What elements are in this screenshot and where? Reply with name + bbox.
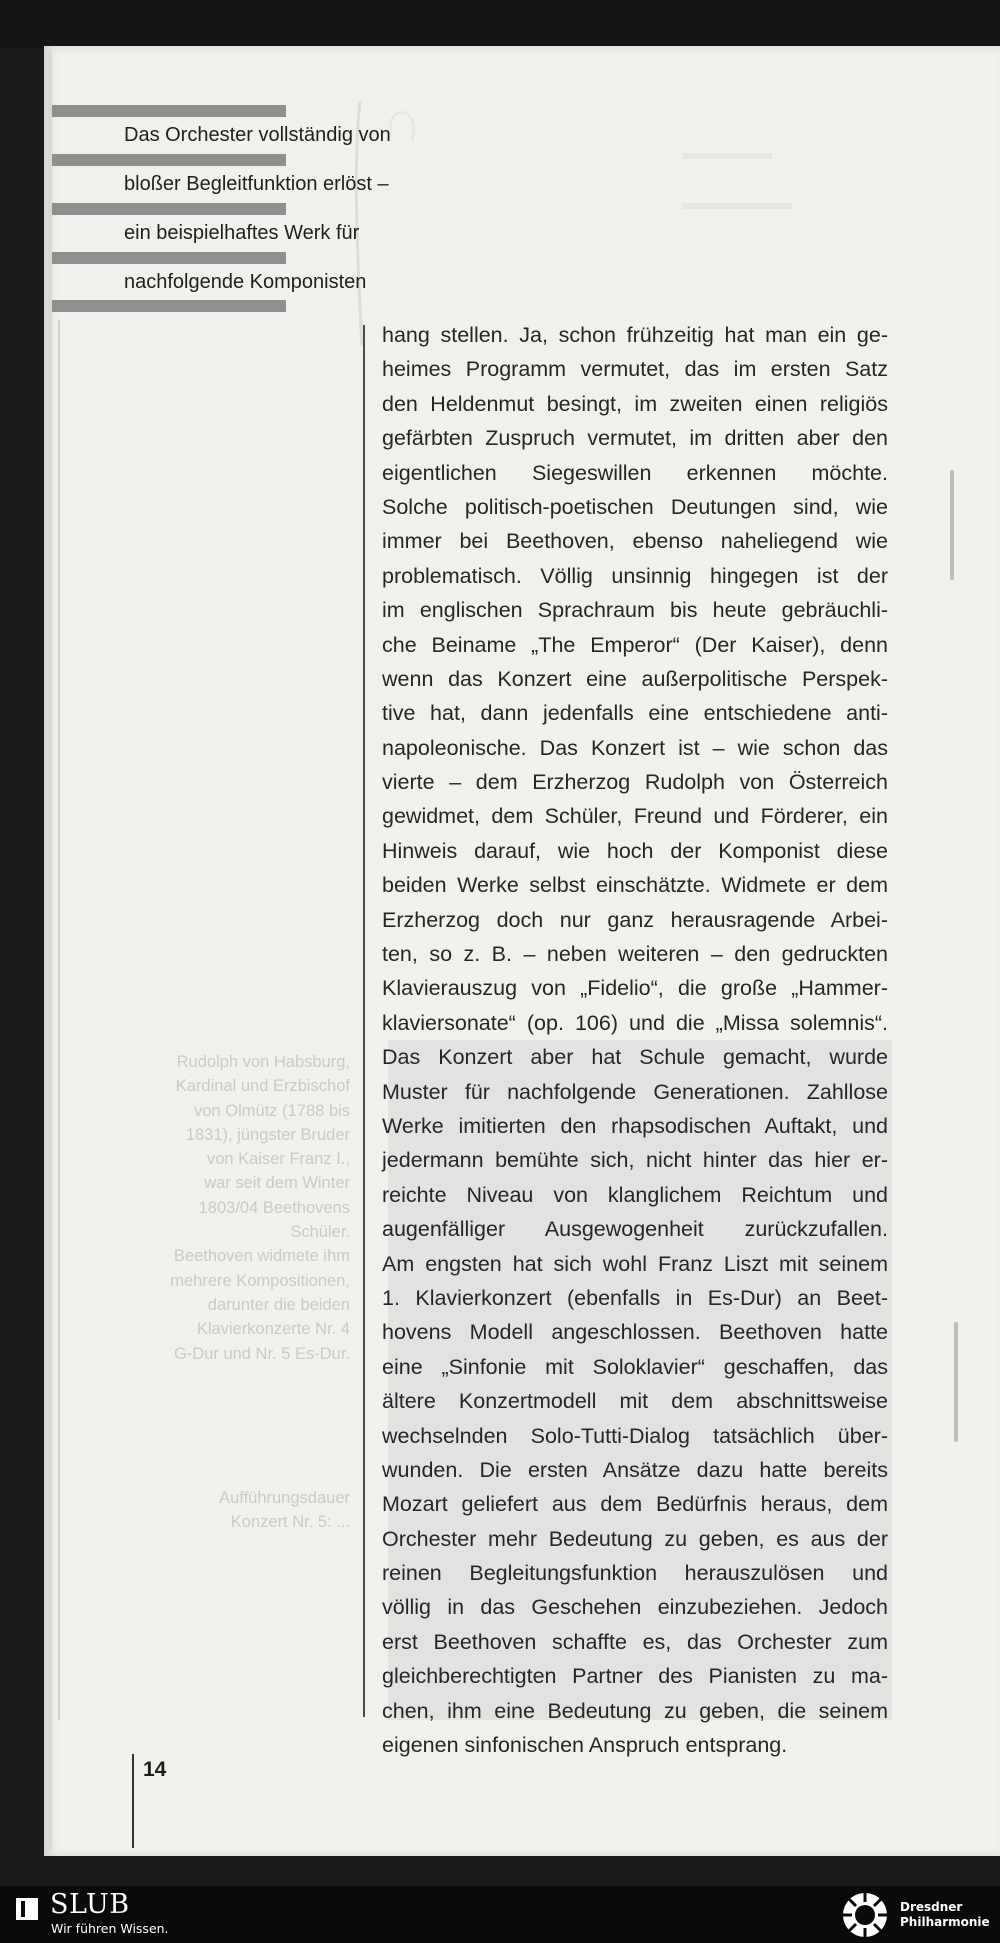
body-line: tive hat, dann jedenfalls eine entschiedene anti- [382,701,888,726]
margin-note-line: Konzert Nr. 5: ... [230,1513,350,1532]
margin-note-line: Schüler. [290,1223,350,1242]
quote-line: bloßer Begleitfunktion erlöst – [124,173,389,195]
slub-logo-text[interactable]: SLUB [50,1889,130,1920]
body-line: Am engsten hat sich wohl Franz Liszt mit seinem [382,1251,888,1276]
margin-note-line: Aufführungsdauer [219,1489,350,1507]
margin-note-line: von Olmütz (1788 bis [194,1101,350,1120]
body-line: hovens Modell angeschlossen. Beethoven hatte [382,1320,888,1345]
scan-frame-top [0,0,1000,48]
body-line: Werke imitierten den rhapsodischen Auftakt, und [382,1113,888,1138]
body-line: Hinweis darauf, wie hoch der Komponist diese [382,838,888,863]
slub-tagline: Wir führen Wissen. [51,1921,169,1936]
margin-rule [58,320,60,1720]
column-rule [363,325,365,1717]
body-line: gefärbten Zuspruch vermutet, im dritten aber den [382,426,888,451]
body-line: napoleonische. Das Konzert ist – wie schon das [382,735,888,760]
body-line: klaviersonate“ (op. 106) und die „Missa solemnis“. [382,1010,888,1035]
margin-note-line: 1803/04 Beethovens [198,1198,350,1217]
body-line: hang stellen. Ja, schon frühzeitig hat man ein ge- [382,323,888,347]
body-line: Mozart geliefert aus dem Bedürfnis heraus, dem [382,1492,888,1517]
body-line: reichte Niveau von klanglichem Reichtum und [382,1182,888,1207]
body-line: erst Beethoven schaffte es, das Orchester zum [382,1629,888,1654]
body-line: völlig in das Geschehen einzubeziehen. Jedoch [382,1595,888,1620]
body-line: augenfälliger Ausgewogenheit zurückzufallen. [382,1217,888,1242]
body-line: wenn das Konzert eine außerpolitische Perspek- [382,666,888,691]
margin-note-line: Klavierkonzerte Nr. 4 [196,1320,350,1339]
body-line: Orchester mehr Bedeutung zu geben, es aus der [382,1526,888,1551]
margin-note-line: von Kaiser Franz I., [206,1150,350,1169]
body-line: Klavierauszug von „Fidelio“, die große „Hammer- [382,976,888,1001]
body-line: gleichberechtigten Partner des Pianisten zu ma- [382,1664,888,1689]
margin-note-line: war seit dem Winter [204,1174,350,1193]
philharmonie-logo-text[interactable] [900,1900,990,1930]
quote-line: ein beispielhaftes Werk für [124,222,360,244]
philharmonie-line: Dresdner [900,1900,963,1914]
body-line: im englischen Sprachraum bis heute gebräuchli- [382,598,888,623]
page-number-rule [132,1754,134,1848]
margin-note-line: mehrere Kompositionen, [170,1271,350,1290]
philharmonie-line: Philharmonie [900,1915,990,1929]
faint-decoration [352,96,812,356]
body-line: problematisch. Völlig unsinnig hingegen ist der [382,563,888,588]
body-line: ten, so z. B. – neben weiteren – den gedruckten [382,942,888,967]
margin-note-line: darunter die beiden [207,1295,350,1314]
philharmonie-logo-icon [840,1890,890,1940]
quote-line: nachfolgende Komponisten [124,271,367,293]
margin-note-line: Rudolph von Habsburg, [176,1053,350,1071]
margin-note-line: G-Dur und Nr. 5 Es-Dur. [173,1344,350,1363]
body-line: den Heldenmut besingt, im zweiten einen religiös [382,391,888,416]
bleed-mark [954,1322,958,1442]
body-line: heimes Programm vermutet, das im ersten Satz [382,357,888,382]
body-line: Solche politisch-poetischen Deutungen sind, wie [382,494,888,519]
body-line: reinen Begleitungsfunktion herauszulösen und [382,1561,888,1586]
body-line: wunden. Die ersten Ansätze dazu hatte bereits [382,1457,888,1482]
body-line: Das Konzert aber hat Schule gemacht, wurde [382,1045,888,1070]
body-line: eigentlichen Siegeswillen erkennen möchte. [382,460,888,485]
quote-line: Das Orchester vollständig von [124,124,391,146]
body-line: Erzherzog doch nur ganz herausragende Arbei- [382,907,888,932]
body-line: jedermann bemühte sich, nicht hinter das hier er- [382,1148,888,1173]
body-line: eine „Sinfonie mit Soloklavier“ geschaffen, das [382,1354,888,1379]
page-number: 14 [143,1758,167,1781]
body-line: chen, ihm eine Bedeutung zu geben, die seinem [382,1698,888,1723]
body-line: beiden Werke selbst einschätzte. Widmete er dem [382,873,888,898]
margin-note-secondary [120,1486,350,1535]
margin-note-line: Beethoven widmete ihm [173,1247,350,1266]
book-icon [14,1896,40,1922]
body-line: 1. Klavierkonzert (ebenfalls in Es-Dur) an Beet- [382,1285,888,1310]
body-line: wechselnden Solo-Tutti-Dialog tatsächlich über- [382,1423,888,1448]
margin-note-line: Kardinal und Erzbischof [175,1077,350,1096]
bleed-mark [950,470,954,580]
body-line: Muster für nachfolgende Generationen. Zahllose [382,1079,888,1104]
body-line: gewidmet, dem Schüler, Freund und Förderer, ein [382,804,888,829]
body-line: vierte – dem Erzherzog Rudolph von Österreich [382,770,888,795]
body-line: immer bei Beethoven, ebenso naheliegend wie [382,529,888,554]
body-line: che Beiname „The Emperor“ (Der Kaiser), denn [382,632,888,657]
page-edge [48,50,52,1850]
quote-bar [52,300,286,312]
margin-note-line: 1831), jüngster Bruder [185,1125,350,1144]
body-line: eigenen sinfonischen Anspruch entsprang. [382,1733,788,1758]
body-text [382,318,888,1762]
margin-note [120,1050,350,1366]
body-line: ältere Konzertmodell mit dem abschnittsweise [382,1389,888,1414]
footer-bar [0,1886,1000,1943]
